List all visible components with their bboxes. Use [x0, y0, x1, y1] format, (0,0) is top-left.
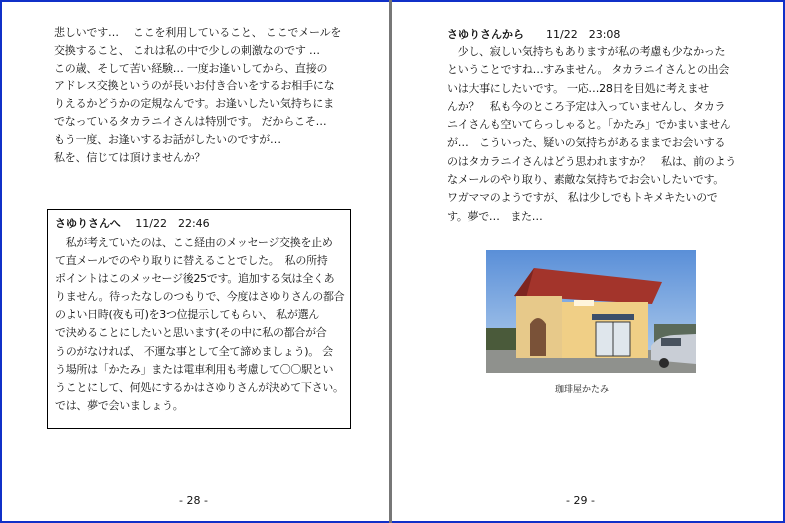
- page-left: [0, 0, 389, 523]
- letter-paragraph: 悲しいです… ここを利用していること、 ここでメールを 交換すること、 これは私の中で少しの刺激なのです … この歳、そして苦い経験… 一度お逢いしてから、直接の アドレス交換というのが長いお付き合いをするお相手にな りえるかどうかの定規なんです。お逢いしたい気持ちにま でなっているタカラニイさんは特別です。 だからこそ… もう一度、お逢いするお話がしたいのですが… 私を、信じては頂けませんか？: [54, 26, 342, 164]
- page-number: - 28 -: [179, 494, 208, 507]
- reply-body: 少し、寂しい気持ちもありますが私の考慮も少なかった ということですね…すみません。 タカラニイさんとの出会 いは大事にしたいです。 一応…28日を目処に考えませ んか？ 私も今のところ予定は入っていませんし、タカラ ニイさんも空いてらっしゃると。「かたみ」でかまいません が… こういった、疑いの気持ちがあるままでお会いする のはタカラニイさんはどう思われますか？ 私は、前のよう なメールのやり取り、素敵な気持ちでお会いしたいです。 ワガママのようですが、 私は少しでもトキメキたいので す。夢で… また…: [447, 45, 736, 223]
- reply-datetime: 11/22 23:08: [546, 28, 621, 41]
- cafe-photo: [486, 250, 696, 373]
- message-sender: さゆりさんへ: [55, 217, 121, 230]
- reply-header: [447, 26, 620, 43]
- message-header: [55, 215, 210, 232]
- page-number: - 29 -: [566, 494, 595, 507]
- message-datetime: 11/22 22:46: [135, 217, 210, 230]
- message-body: 私が考えていたのは、ここ経由のメッセージ交換を止め て直メールでのやり取りに替えることでした。 私の所持 ポイントはこのメッセージ後25です。追加する気は全くあ りません。待ったなしのつもりで、今度はさゆりさんの都合 のよい日時(夜も可)を3つ位提示してもらい、 私が選ん で決めることにしたいと思います(その中に私の都合が合 うのがなければ、 不運な事として全て諦めましょう)。 会 う場所は「かたみ」または電車利用も考慮して〇〇駅とい うことにして、何処にするかはさゆりさんが決めて下さい。 では、夢で会いましょう。: [55, 236, 345, 412]
- page-right: [392, 0, 783, 523]
- message-box: [47, 209, 351, 429]
- photo-caption: 珈琲屋かたみ: [555, 385, 610, 395]
- reply-sender: さゆりさんから: [447, 28, 524, 41]
